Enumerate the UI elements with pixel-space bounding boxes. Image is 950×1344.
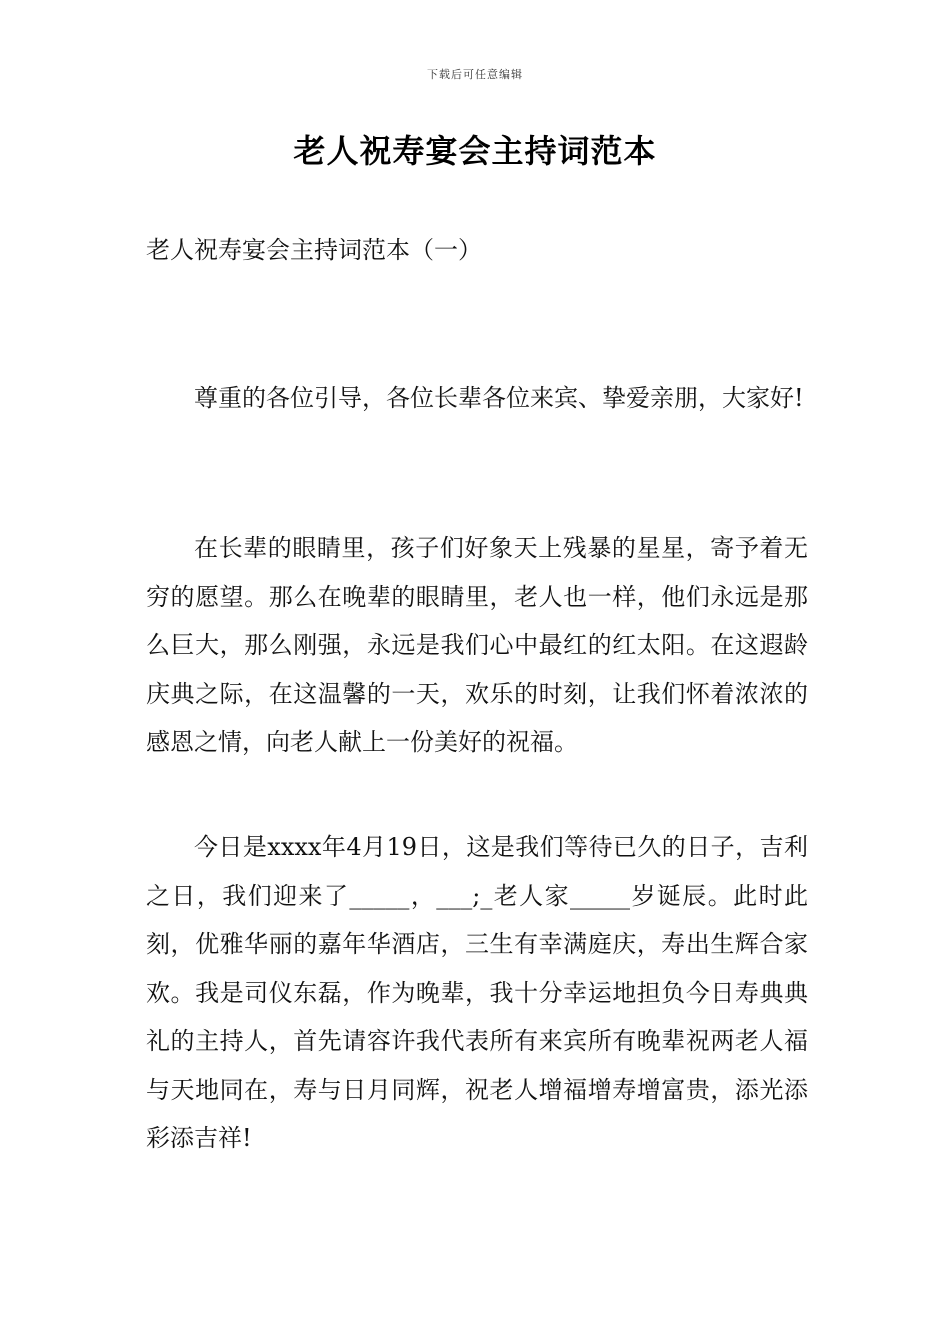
- paragraph-opening: 今日是xxxx年4月19日，这是我们等待已久的日子，吉利之日，我们迎来了_____，___;_老人家_____岁诞辰。此时此刻，优雅华丽的嘉年华酒店，三生有幸满庭庆，寿出生辉合家欢。我是司仪东磊，作为晚辈，我十分幸运地担负今日寿典典礼的主持人，首先请容许我代表所有来宾所有晚辈祝两老人福与天地同在，寿与日月同辉，祝老人增福增寿增富贵，添光添彩添吉祥!: [146, 833, 808, 1152]
- document-subtitle: 老人祝寿宴会主持词范本（一）: [146, 236, 482, 264]
- header-note: 下载后可任意编辑: [427, 68, 523, 81]
- paragraph-blessing: 在长辈的眼睛里，孩子们好象天上残暴的星星，寄予着无穷的愿望。那么在晚辈的眼睛里，老人也一样，他们永远是那么巨大，那么刚强，永远是我们心中最红的红太阳。在这遐龄庆典之际，在这温馨的一天，欢乐的时刻，让我们怀着浓浓的感恩之情，向老人献上一份美好的祝福。: [146, 534, 808, 756]
- document-title: 老人祝寿宴会主持词范本: [293, 132, 657, 170]
- paragraph-greeting: 尊重的各位引导，各位长辈各位来宾、挚爱亲朋，大家好!: [194, 384, 804, 412]
